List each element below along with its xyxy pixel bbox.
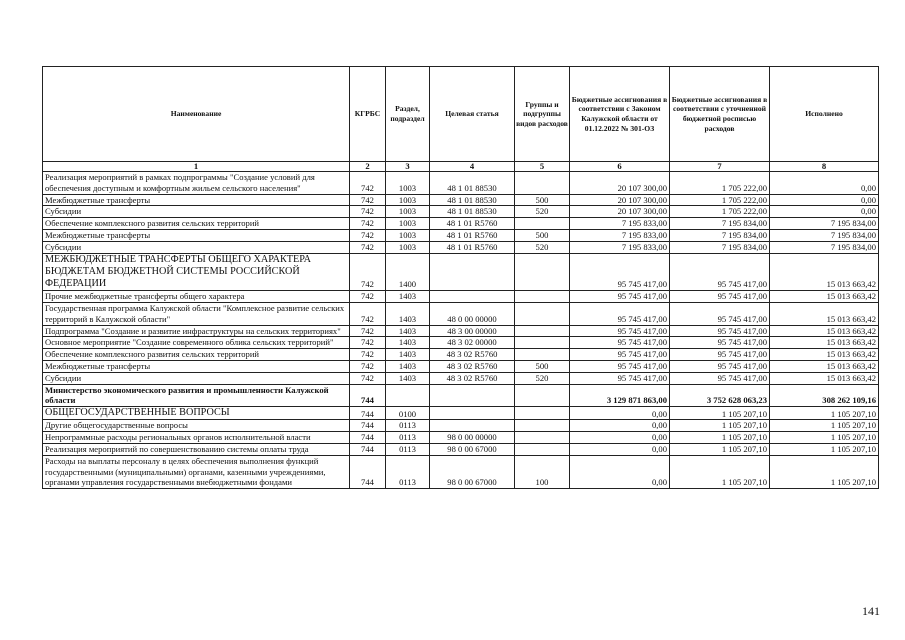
cell-group: 500 (515, 229, 570, 241)
column-number: 3 (386, 162, 430, 172)
column-number: 1 (43, 162, 350, 172)
cell-executed: 308 262 109,16 (770, 384, 879, 407)
table-row (43, 229, 879, 241)
cell-razdel (386, 384, 430, 407)
cell-refined-allocation: 95 745 417,00 (670, 372, 770, 384)
cell-razdel: 1003 (386, 241, 430, 253)
cell-executed: 15 013 663,42 (770, 302, 879, 325)
cell-law-allocation: 95 745 417,00 (570, 337, 670, 349)
cell-razdel: 0113 (386, 432, 430, 444)
table-row (43, 172, 879, 195)
table-row (43, 420, 879, 432)
cell-name: Субсидии (43, 206, 350, 218)
cell-razdel: 1003 (386, 206, 430, 218)
budget-table (42, 66, 879, 489)
cell-law-allocation: 95 745 417,00 (570, 253, 670, 291)
cell-name: ОБЩЕГОСУДАРСТВЕННЫЕ ВОПРОСЫ (43, 407, 350, 420)
cell-refined-allocation: 7 195 834,00 (670, 229, 770, 241)
cell-refined-allocation: 1 105 207,10 (670, 455, 770, 488)
table-row (43, 349, 879, 361)
cell-razdel: 1403 (386, 349, 430, 361)
cell-law-allocation: 95 745 417,00 (570, 360, 670, 372)
table-row (43, 194, 879, 206)
page-number: 141 (862, 604, 880, 618)
header-razdel: Раздел, подраздел (386, 67, 430, 162)
cell-group (515, 325, 570, 337)
cell-refined-allocation: 95 745 417,00 (670, 325, 770, 337)
cell-kgrbs: 744 (350, 432, 386, 444)
cell-kgrbs: 742 (350, 349, 386, 361)
cell-refined-allocation: 95 745 417,00 (670, 349, 770, 361)
cell-target (430, 384, 515, 407)
cell-refined-allocation: 1 705 222,00 (670, 206, 770, 218)
cell-razdel: 1400 (386, 253, 430, 291)
cell-refined-allocation: 1 105 207,10 (670, 420, 770, 432)
cell-razdel: 1003 (386, 172, 430, 195)
cell-refined-allocation: 1 105 207,10 (670, 432, 770, 444)
cell-target (430, 407, 515, 420)
table-row (43, 432, 879, 444)
table-row (43, 253, 879, 291)
table-row (43, 302, 879, 325)
cell-target: 48 3 02 R5760 (430, 372, 515, 384)
cell-executed: 0,00 (770, 206, 879, 218)
column-number: 5 (515, 162, 570, 172)
cell-razdel: 0113 (386, 420, 430, 432)
cell-razdel: 1403 (386, 291, 430, 303)
cell-refined-allocation: 1 705 222,00 (670, 194, 770, 206)
cell-refined-allocation: 95 745 417,00 (670, 291, 770, 303)
header-row (43, 67, 879, 162)
cell-name: Реализация мероприятий по совершенствованию системы оплаты труда (43, 443, 350, 455)
cell-kgrbs: 742 (350, 253, 386, 291)
cell-executed: 15 013 663,42 (770, 325, 879, 337)
cell-law-allocation: 20 107 300,00 (570, 172, 670, 195)
cell-refined-allocation: 1 705 222,00 (670, 172, 770, 195)
cell-kgrbs: 742 (350, 229, 386, 241)
cell-name: Непрограммные расходы региональных органов исполнительной власти (43, 432, 350, 444)
cell-kgrbs: 744 (350, 420, 386, 432)
cell-kgrbs: 744 (350, 443, 386, 455)
header-name: Наименование (43, 67, 350, 162)
cell-group (515, 349, 570, 361)
cell-executed: 1 105 207,10 (770, 407, 879, 420)
header-kgrbs: КГРБС (350, 67, 386, 162)
cell-target: 48 1 01 88530 (430, 194, 515, 206)
cell-name: Межбюджетные трансферты (43, 194, 350, 206)
cell-kgrbs: 742 (350, 372, 386, 384)
cell-razdel: 0100 (386, 407, 430, 420)
cell-group (515, 443, 570, 455)
cell-target: 48 3 02 R5760 (430, 360, 515, 372)
cell-name: Субсидии (43, 241, 350, 253)
cell-target: 48 1 01 88530 (430, 206, 515, 218)
cell-law-allocation: 3 129 871 863,00 (570, 384, 670, 407)
cell-executed: 7 195 834,00 (770, 241, 879, 253)
cell-razdel: 1403 (386, 325, 430, 337)
cell-law-allocation: 20 107 300,00 (570, 194, 670, 206)
cell-group (515, 407, 570, 420)
cell-target: 48 3 02 00000 (430, 337, 515, 349)
cell-executed: 1 105 207,10 (770, 420, 879, 432)
cell-law-allocation: 95 745 417,00 (570, 325, 670, 337)
cell-group (515, 172, 570, 195)
cell-name: Субсидии (43, 372, 350, 384)
cell-target: 48 1 01 R5760 (430, 229, 515, 241)
cell-kgrbs: 742 (350, 302, 386, 325)
cell-razdel: 1403 (386, 372, 430, 384)
cell-kgrbs: 744 (350, 384, 386, 407)
cell-law-allocation: 95 745 417,00 (570, 349, 670, 361)
cell-group (515, 302, 570, 325)
column-number: 2 (350, 162, 386, 172)
cell-name: Министерство экономического развития и промышленности Калужской области (43, 384, 350, 407)
cell-refined-allocation: 7 195 834,00 (670, 241, 770, 253)
cell-target: 48 0 00 00000 (430, 302, 515, 325)
cell-group: 100 (515, 455, 570, 488)
cell-name: Реализация мероприятий в рамках подпрограммы "Создание условий для обеспечения доступным и комфортным жильем сельского населения" (43, 172, 350, 195)
cell-executed: 15 013 663,42 (770, 253, 879, 291)
column-number: 8 (770, 162, 879, 172)
cell-refined-allocation: 7 195 834,00 (670, 218, 770, 230)
cell-group: 500 (515, 194, 570, 206)
cell-executed: 7 195 834,00 (770, 229, 879, 241)
cell-kgrbs: 742 (350, 360, 386, 372)
table-row (43, 325, 879, 337)
cell-group (515, 384, 570, 407)
cell-name: Основное мероприятие "Создание современного облика сельских территорий" (43, 337, 350, 349)
cell-executed: 1 105 207,10 (770, 432, 879, 444)
cell-group: 520 (515, 372, 570, 384)
cell-razdel: 1403 (386, 337, 430, 349)
cell-law-allocation: 7 195 833,00 (570, 241, 670, 253)
cell-razdel: 1003 (386, 218, 430, 230)
cell-law-allocation: 0,00 (570, 407, 670, 420)
cell-name: Обеспечение комплексного развития сельских территорий (43, 349, 350, 361)
cell-name: Обеспечение комплексного развития сельских территорий (43, 218, 350, 230)
cell-group: 520 (515, 206, 570, 218)
cell-target (430, 253, 515, 291)
cell-target: 48 1 01 88530 (430, 172, 515, 195)
cell-executed: 1 105 207,10 (770, 455, 879, 488)
cell-name: Государственная программа Калужской области "Комплексное развитие сельских территорий в Калужской области" (43, 302, 350, 325)
cell-executed: 1 105 207,10 (770, 443, 879, 455)
cell-group: 520 (515, 241, 570, 253)
cell-kgrbs: 744 (350, 407, 386, 420)
cell-law-allocation: 0,00 (570, 432, 670, 444)
cell-kgrbs: 742 (350, 241, 386, 253)
cell-name: Межбюджетные трансферты (43, 229, 350, 241)
cell-name: МЕЖБЮДЖЕТНЫЕ ТРАНСФЕРТЫ ОБЩЕГО ХАРАКТЕРА БЮДЖЕТАМ БЮДЖЕТНОЙ СИСТЕМЫ РОССИЙСКОЙ ФЕДЕРАЦИИ (43, 253, 350, 291)
header-law-allocations: Бюджетные ассигнования в соответствии с Законом Калужской области от 01.12.2022 № 301-ОЗ (570, 67, 670, 162)
cell-group (515, 420, 570, 432)
cell-law-allocation: 95 745 417,00 (570, 302, 670, 325)
cell-target: 98 0 00 00000 (430, 432, 515, 444)
cell-kgrbs: 742 (350, 206, 386, 218)
cell-razdel: 1403 (386, 360, 430, 372)
cell-razdel: 0113 (386, 443, 430, 455)
table-row (43, 407, 879, 420)
cell-refined-allocation: 1 105 207,10 (670, 443, 770, 455)
table-row (43, 455, 879, 488)
cell-executed: 0,00 (770, 194, 879, 206)
cell-law-allocation: 7 195 833,00 (570, 218, 670, 230)
cell-executed: 15 013 663,42 (770, 337, 879, 349)
cell-executed: 7 195 834,00 (770, 218, 879, 230)
cell-law-allocation: 0,00 (570, 443, 670, 455)
cell-kgrbs: 744 (350, 455, 386, 488)
cell-law-allocation: 20 107 300,00 (570, 206, 670, 218)
cell-law-allocation: 95 745 417,00 (570, 291, 670, 303)
cell-executed: 15 013 663,42 (770, 291, 879, 303)
cell-name: Подпрограмма "Создание и развитие инфраструктуры на сельских территориях" (43, 325, 350, 337)
cell-law-allocation: 0,00 (570, 420, 670, 432)
cell-executed: 0,00 (770, 172, 879, 195)
cell-target: 48 3 02 R5760 (430, 349, 515, 361)
cell-name: Прочие межбюджетные трансферты общего характера (43, 291, 350, 303)
cell-target (430, 420, 515, 432)
table-row (43, 443, 879, 455)
cell-refined-allocation: 95 745 417,00 (670, 360, 770, 372)
table-row (43, 360, 879, 372)
cell-kgrbs: 742 (350, 194, 386, 206)
header-refined-allocations: Бюджетные ассигнования в соответствии с уточненной бюджетной росписью расходов (670, 67, 770, 162)
cell-executed: 15 013 663,42 (770, 372, 879, 384)
cell-refined-allocation: 95 745 417,00 (670, 302, 770, 325)
cell-razdel: 1403 (386, 302, 430, 325)
cell-refined-allocation: 3 752 628 063,23 (670, 384, 770, 407)
cell-target (430, 291, 515, 303)
header-groups: Группы и подгруппы видов расходов (515, 67, 570, 162)
cell-group: 500 (515, 360, 570, 372)
column-number: 7 (670, 162, 770, 172)
cell-group (515, 432, 570, 444)
cell-law-allocation: 95 745 417,00 (570, 372, 670, 384)
cell-razdel: 0113 (386, 455, 430, 488)
cell-kgrbs: 742 (350, 218, 386, 230)
table-row (43, 372, 879, 384)
table-row (43, 241, 879, 253)
cell-refined-allocation: 95 745 417,00 (670, 253, 770, 291)
cell-name: Другие общегосударственные вопросы (43, 420, 350, 432)
cell-target: 48 3 00 00000 (430, 325, 515, 337)
header-target: Целевая статья (430, 67, 515, 162)
table-row (43, 206, 879, 218)
cell-kgrbs: 742 (350, 291, 386, 303)
table-row (43, 218, 879, 230)
cell-group (515, 291, 570, 303)
cell-executed: 15 013 663,42 (770, 360, 879, 372)
table-row (43, 291, 879, 303)
column-number: 6 (570, 162, 670, 172)
cell-group (515, 337, 570, 349)
cell-refined-allocation: 1 105 207,10 (670, 407, 770, 420)
cell-target: 98 0 00 67000 (430, 455, 515, 488)
cell-target: 98 0 00 67000 (430, 443, 515, 455)
cell-law-allocation: 7 195 833,00 (570, 229, 670, 241)
cell-razdel: 1003 (386, 229, 430, 241)
cell-name: Межбюджетные трансферты (43, 360, 350, 372)
cell-kgrbs: 742 (350, 337, 386, 349)
cell-refined-allocation: 95 745 417,00 (670, 337, 770, 349)
cell-razdel: 1003 (386, 194, 430, 206)
cell-target: 48 1 01 R5760 (430, 218, 515, 230)
table-row (43, 384, 879, 407)
cell-executed: 15 013 663,42 (770, 349, 879, 361)
cell-group (515, 218, 570, 230)
cell-target: 48 1 01 R5760 (430, 241, 515, 253)
header-executed: Исполнено (770, 67, 879, 162)
cell-kgrbs: 742 (350, 172, 386, 195)
column-number-row (43, 162, 879, 172)
table-row (43, 337, 879, 349)
cell-name: Расходы на выплаты персоналу в целях обеспечения выполнения функций государственными (муниципальными) органами, казенными учреждениями, органами управления государственными внебюджетными фондами (43, 455, 350, 488)
cell-kgrbs: 742 (350, 325, 386, 337)
cell-law-allocation: 0,00 (570, 455, 670, 488)
column-number: 4 (430, 162, 515, 172)
cell-group (515, 253, 570, 291)
